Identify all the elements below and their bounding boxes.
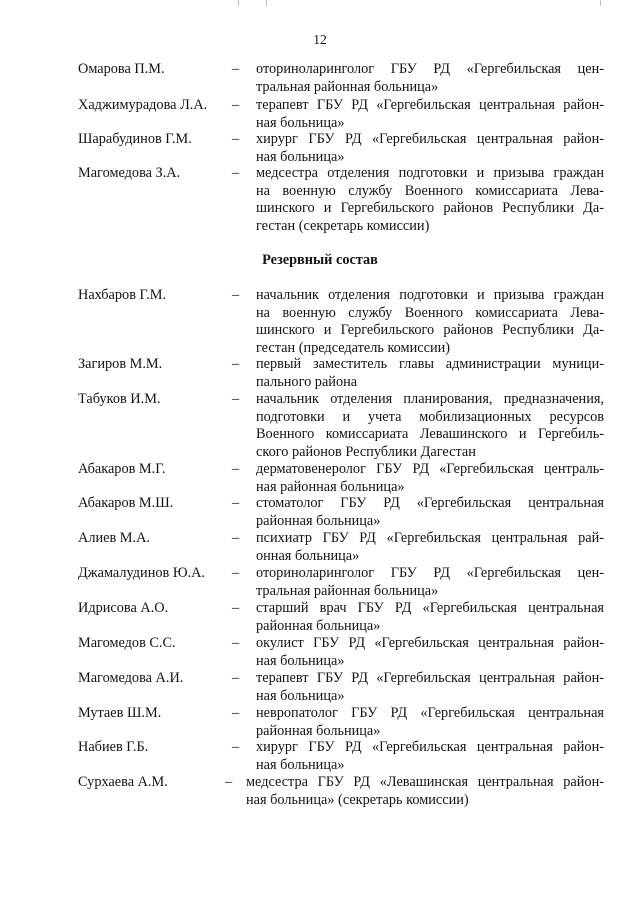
member-name: Идрисова А.О. xyxy=(78,600,169,616)
position-line: хирург ГБУ РД «Гергебильская центральная район- xyxy=(256,739,604,755)
member-position xyxy=(246,774,604,809)
position-line: оториноларинголог ГБУ РД «Гергебильская цен- xyxy=(256,565,604,581)
position-line: Военного комиссариата Левашинского и Гергебиль- xyxy=(256,426,604,443)
position-line: ского районов Республики Дагестан xyxy=(256,443,476,460)
dash-separator: – xyxy=(225,774,233,790)
member-position xyxy=(256,670,604,705)
position-line: ная больница» xyxy=(256,114,345,131)
member-name: Табуков И.М. xyxy=(78,391,161,407)
member-name: Омарова П.М. xyxy=(78,61,165,77)
position-line: на военную службу Военного комиссариата Лева- xyxy=(256,304,604,321)
member-position xyxy=(256,495,604,530)
member-name: Мутаев Ш.М. xyxy=(78,705,162,721)
member-name: Хаджимурадова Л.А. xyxy=(78,97,208,113)
position-line: терапевт ГБУ РД «Гергебильская центральная район- xyxy=(256,670,604,686)
position-line: хирург ГБУ РД «Гергебильская центральная район- xyxy=(256,131,604,147)
member-position xyxy=(256,97,604,132)
dash-separator: – xyxy=(232,287,240,303)
dash-separator: – xyxy=(232,739,240,755)
dash-separator: – xyxy=(232,530,240,546)
dash-separator: – xyxy=(232,600,240,616)
dash-separator: – xyxy=(232,705,240,721)
member-position xyxy=(256,461,604,496)
position-line: первый заместитель главы администрации муници- xyxy=(256,356,604,372)
position-line: гестан (председатель комиссии) xyxy=(256,339,451,356)
member-position xyxy=(256,530,604,565)
position-line: ная больница» xyxy=(256,687,345,704)
member-position xyxy=(256,739,604,774)
dash-separator: – xyxy=(232,165,240,181)
member-name: Магомедов С.С. xyxy=(78,635,176,651)
position-line: стоматолог ГБУ РД «Гергебильская центральная xyxy=(256,495,604,511)
position-line: невропатолог ГБУ РД «Гергебильская центральная xyxy=(256,705,604,721)
member-name: Нахбаров Г.М. xyxy=(78,287,167,303)
position-line: районная больница» xyxy=(256,722,381,739)
position-line: окулист ГБУ РД «Гергебильская центральная район- xyxy=(256,635,604,651)
position-line: медсестра ГБУ РД «Левашинская центральная район- xyxy=(246,774,604,790)
member-position xyxy=(256,705,604,740)
member-name: Абакаров М.Ш. xyxy=(78,495,174,511)
member-position xyxy=(256,356,604,391)
member-position xyxy=(256,131,604,166)
member-position xyxy=(256,635,604,670)
position-line: подготовки и учета мобилизационных ресурсов xyxy=(256,408,604,425)
position-line: шинского и Гергебильского районов Республики Да- xyxy=(256,200,604,217)
dash-separator: – xyxy=(232,61,240,77)
dash-separator: – xyxy=(232,461,240,477)
position-line: психиатр ГБУ РД «Гергебильская центральная рай- xyxy=(256,530,604,546)
member-name: Набиев Г.Б. xyxy=(78,739,149,755)
member-position xyxy=(256,61,604,96)
dash-separator: – xyxy=(232,565,240,581)
position-line: медсестра отделения подготовки и призыва граждан xyxy=(256,165,604,181)
position-line: шинского и Гергебильского районов Республики Да- xyxy=(256,322,604,339)
dash-separator: – xyxy=(232,97,240,113)
dash-separator: – xyxy=(232,495,240,511)
position-line: ная районная больница» xyxy=(256,478,405,495)
position-line: оториноларинголог ГБУ РД «Гергебильская цен- xyxy=(256,61,604,77)
member-name: Сурхаева А.М. xyxy=(78,774,168,790)
position-line: ная больница» xyxy=(256,756,345,773)
position-line: тральная районная больница» xyxy=(256,78,439,95)
position-line: ная больница» xyxy=(256,148,345,165)
position-line: старший врач ГБУ РД «Гергебильская центральная xyxy=(256,600,604,616)
member-position xyxy=(256,565,604,600)
member-name: Загиров М.М. xyxy=(78,356,163,372)
position-line: ная больница» xyxy=(256,652,345,669)
position-line: терапевт ГБУ РД «Гергебильская центральная район- xyxy=(256,97,604,113)
position-line: ная больница» (секретарь комиссии) xyxy=(246,791,469,808)
page-number: 12 xyxy=(313,32,327,47)
scan-edge-mark xyxy=(600,0,601,6)
section-title: Резервный состав xyxy=(262,252,378,268)
position-line: районная больница» xyxy=(256,512,381,529)
position-line: онная больница» xyxy=(256,547,360,564)
member-name: Алиев М.А. xyxy=(78,530,150,546)
dash-separator: – xyxy=(232,635,240,651)
dash-separator: – xyxy=(232,391,240,407)
position-line: пального района xyxy=(256,373,358,390)
position-line: гестан (секретарь комиссии) xyxy=(256,217,430,234)
member-name: Магомедова З.А. xyxy=(78,165,181,181)
position-line: начальник отделения подготовки и призыва граждан xyxy=(256,287,604,303)
member-name: Джамалудинов Ю.А. xyxy=(78,565,205,581)
member-position xyxy=(256,391,604,461)
position-line: дерматовенеролог ГБУ РД «Гергебильская централь- xyxy=(256,461,604,477)
dash-separator: – xyxy=(232,670,240,686)
member-name: Абакаров М.Г. xyxy=(78,461,166,477)
position-line: на военную службу Военного комиссариата Лева- xyxy=(256,182,604,199)
dash-separator: – xyxy=(232,131,240,147)
position-line: начальник отделения планирования, предназначения, xyxy=(256,391,604,407)
member-position xyxy=(256,600,604,635)
position-line: тральная районная больница» xyxy=(256,582,439,599)
member-name: Шарабудинов Г.М. xyxy=(78,131,192,147)
member-position xyxy=(256,165,604,235)
position-line: районная больница» xyxy=(256,617,381,634)
scan-edge-mark xyxy=(238,0,239,6)
member-name: Магомедова А.И. xyxy=(78,670,184,686)
member-position xyxy=(256,287,604,357)
scan-edge-mark xyxy=(266,0,267,6)
dash-separator: – xyxy=(232,356,240,372)
